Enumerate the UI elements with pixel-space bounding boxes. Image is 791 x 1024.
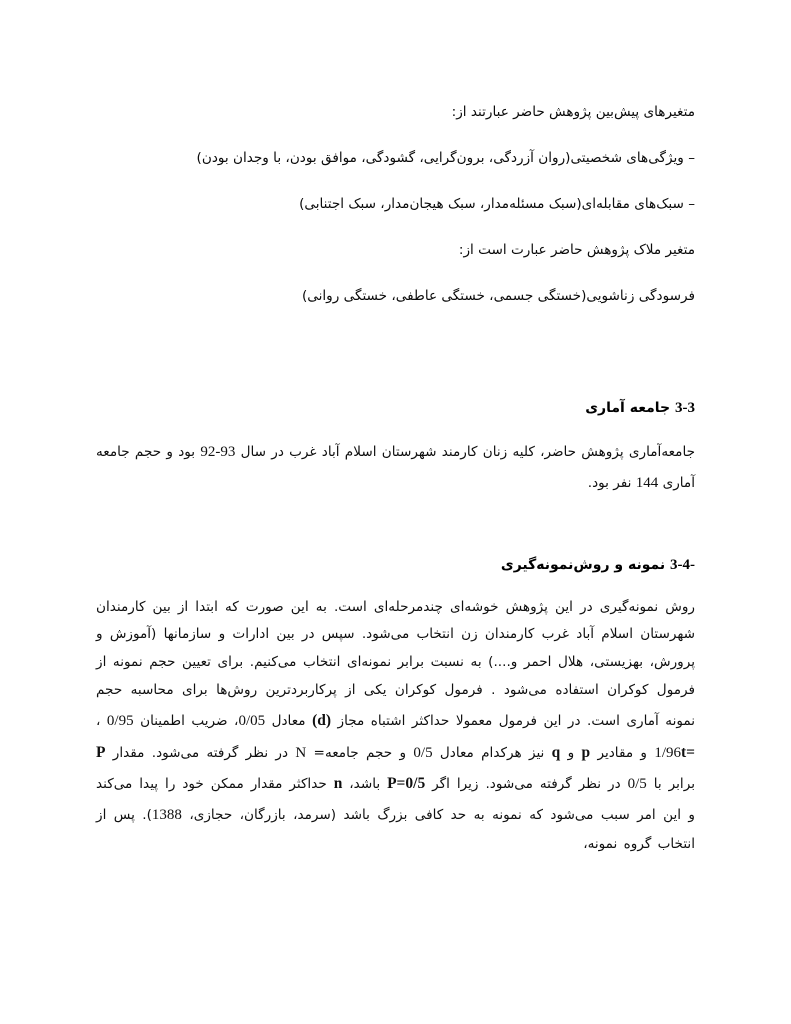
sampling-symbol-N: N: [295, 744, 307, 761]
paragraph-population: [96, 437, 695, 499]
section-gap-1: [96, 304, 695, 400]
criterion-lead-in: [96, 242, 695, 258]
intro-lead-in-text: متغیرهای پیش‌بین پژوهش حاضر عبارتند از:: [451, 104, 695, 120]
paragraph-sampling: [96, 594, 695, 859]
sampling-equation-P: P=0/5: [387, 775, 426, 793]
sampling-symbol-p-lower: p: [581, 743, 591, 761]
paragraph-population-part-2: بود و حجم جامعه آماری: [96, 444, 695, 491]
heading-sampling-number: 3-4-: [670, 556, 695, 573]
sampling-seg-11: در نظر گرفته می‌شود. زیرا اگر: [425, 776, 628, 793]
intro-bullet-2-text: – سبک‌های مقابله‌ای(سبک مسئله‌مدار، سبک هیجان‌مدار، سبک اجتنابی): [299, 196, 695, 212]
paragraph-population-count: 144: [635, 474, 659, 491]
heading-population-text: جامعه آماری: [585, 400, 671, 416]
sampling-value-t: 1/96: [654, 744, 681, 761]
sampling-seg-14: ). پس از انتخاب گروه نمونه،: [96, 807, 695, 852]
sampling-seg-9: در نظر گرفته می‌شود. مقدار: [105, 744, 296, 761]
sampling-seg-10: برابر با: [646, 776, 695, 793]
sampling-seg-12: باشد،: [342, 776, 388, 793]
intro-bullet-1: [96, 150, 695, 166]
intro-bullet-2: [96, 196, 695, 212]
section-gap-2: [96, 499, 695, 557]
sampling-value-05-a: 0/5: [413, 744, 433, 761]
heading-sampling-text: نمونه و روش‌نمونه‌گیری: [500, 556, 666, 573]
criterion-item: [96, 288, 695, 304]
sampling-seg-7: نیز هرکدام معادل: [432, 744, 552, 761]
sampling-symbol-P-upper: P: [96, 743, 106, 761]
heading-sampling: [96, 557, 695, 574]
sampling-seg-1: روش نمونه‌گیری در این پژوهش خوشه‌ای چندمرحله‌ای است. به این صورت که ابتدا از بین کارمندان شهرستان اسلام آباد غرب کارمندان زن انتخاب می‌شود. سپس در بین ادارات و سازمانها (آموزش و پرورش، بهزیستی، هلال احمر و....) به نسبت برابر نمونه‌ای انتخاب می‌کنیم. برای تعیین حجم نمونه از فرمول کوکران استفاده می‌شود . فرمول کوکران یکی از پرکاربردترین روش‌ها برای محاسبه حجم نمونه آماری است. در این فرمول معمولا حداکثر اشتباه مجاز: [96, 598, 696, 729]
page-content: [96, 104, 695, 859]
paragraph-population-year: 92-93: [200, 444, 236, 460]
sampling-symbol-d: (d): [312, 711, 332, 729]
sampling-citation-year: 1388: [151, 807, 182, 824]
paragraph-population-part-3: نفر بود.: [587, 474, 636, 491]
sampling-label-t: t=: [681, 743, 695, 761]
sampling-seg-13: حداکثر مقدار ممکن خود را پیدا می‌کند و این امر سبب می‌شود که نمونه به حد کافی بزرگ باشد (سرمد، بازرگان، حجازی،: [96, 776, 695, 824]
sampling-seg-6: و: [560, 744, 582, 761]
sampling-seg-4: ،: [96, 712, 107, 729]
heading-population: [96, 400, 695, 417]
sampling-value-095: 0/95: [106, 712, 134, 729]
intro-block: [96, 104, 695, 304]
sampling-value-05-b: 0/5: [627, 776, 647, 793]
intro-lead-in: [96, 104, 695, 120]
heading-population-number: 3-3: [675, 400, 695, 416]
sampling-symbol-n: n: [333, 775, 343, 793]
paragraph-population-part-1: جامعه‌آماری پژوهش حاضر، کلیه زنان کارمند شهرستان اسلام آباد غرب در سال: [235, 444, 695, 460]
criterion-lead-in-text: متغیر ملاک پژوهش حاضر عبارت است از:: [458, 242, 695, 258]
sampling-symbol-q: q: [551, 743, 561, 761]
intro-bullet-1-text: – ویژگی‌های شخصیتی(روان آزردگی، برون‌گرایی، گشودگی، موافق بودن، با وجدان بودن): [196, 150, 695, 166]
criterion-item-text: فرسودگی زناشویی(خستگی جسمی، خستگی عاطفی، خستگی روانی): [301, 288, 695, 304]
sampling-seg-8: و حجم جامعه=: [306, 744, 414, 761]
sampling-seg-5: و مقادیر: [590, 744, 655, 761]
sampling-seg-3: ، ضریب اطمینان: [133, 712, 239, 729]
sampling-seg-2: معادل: [265, 712, 313, 729]
sampling-value-005: 0/05: [238, 712, 266, 729]
